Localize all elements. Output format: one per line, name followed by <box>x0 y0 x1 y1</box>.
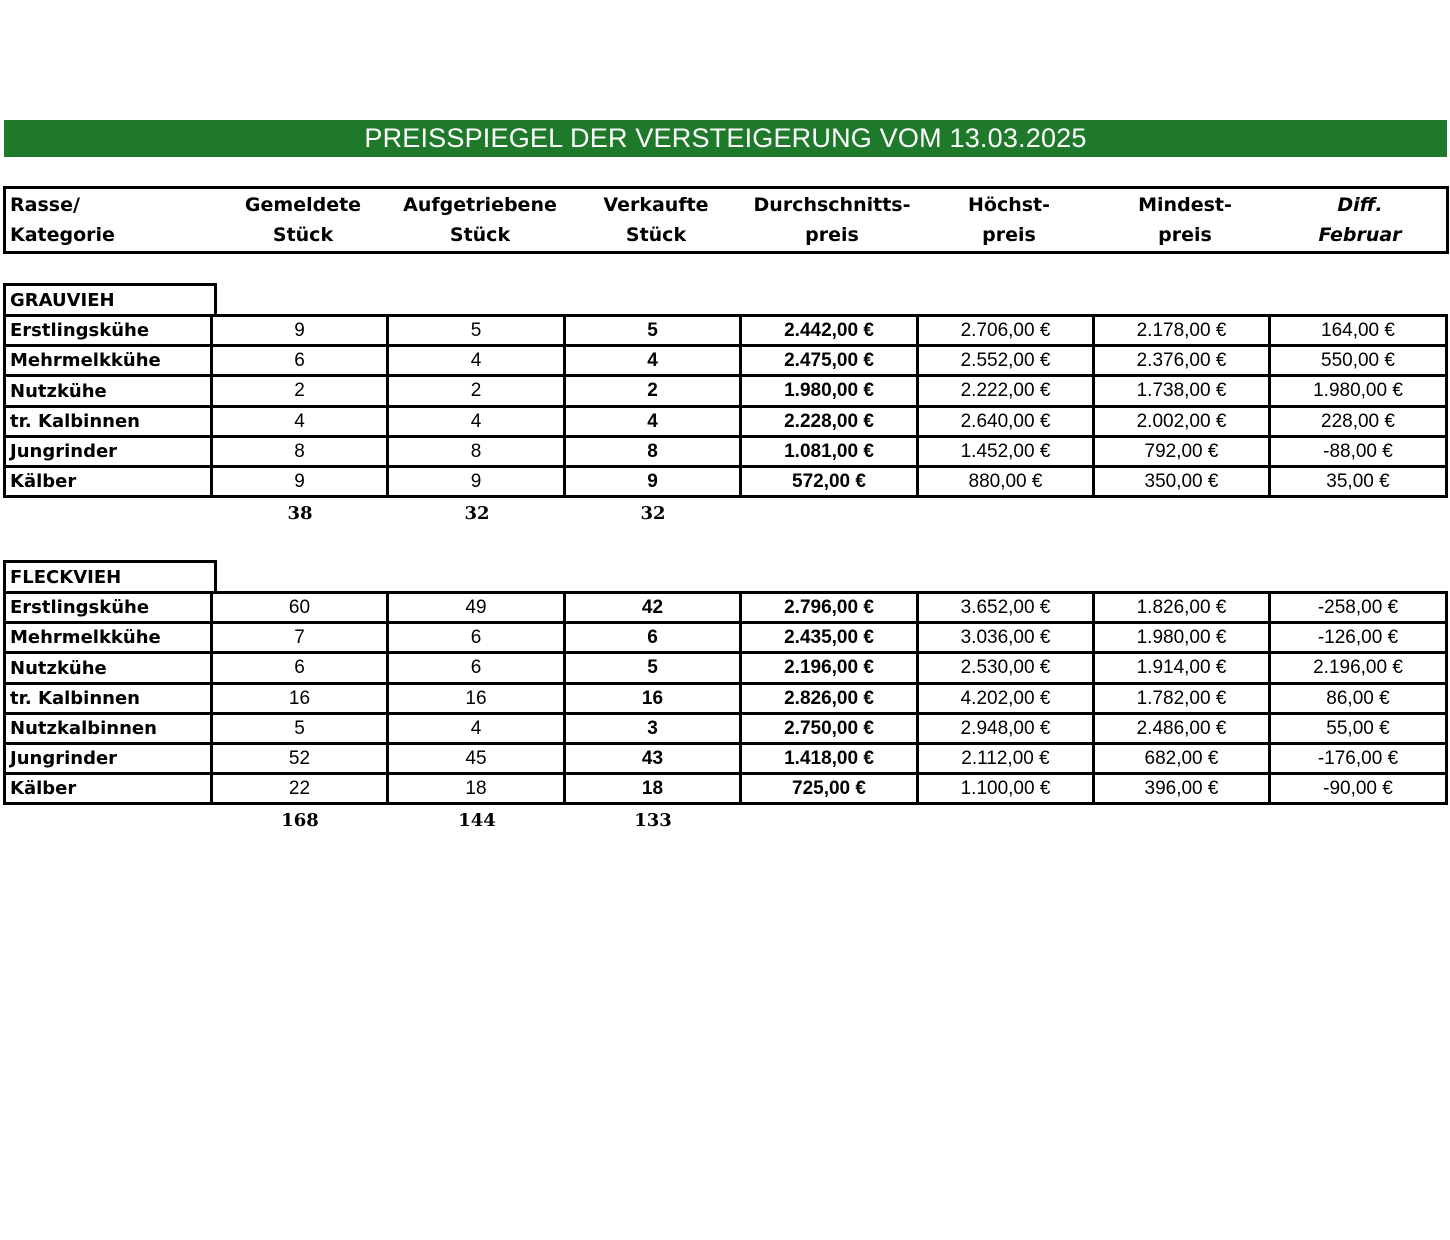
table-cell: 43 <box>563 742 742 775</box>
table-cell: 1.826,00 € <box>1092 591 1271 624</box>
row-category: Mehrmelkkühe <box>3 621 213 654</box>
table-cell: 4 <box>386 712 566 745</box>
table-cell: 2.552,00 € <box>916 344 1095 377</box>
table-cell: 8 <box>563 435 742 468</box>
column-header-1 <box>203 189 403 251</box>
row-category: tr. Kalbinnen <box>3 405 213 438</box>
table-cell: 7 <box>210 621 389 654</box>
row-category: Kälber <box>3 465 213 498</box>
column-header-line2: Stück <box>449 224 511 246</box>
table-cell: 9 <box>210 465 389 498</box>
table-cell: 550,00 € <box>1268 344 1448 377</box>
row-category: tr. Kalbinnen <box>3 682 213 715</box>
table-cell: 18 <box>563 772 742 805</box>
table-cell: 2.228,00 € <box>739 405 919 438</box>
column-header-line2: preis <box>982 224 1036 246</box>
table-cell: 2.376,00 € <box>1092 344 1271 377</box>
table-cell: 5 <box>563 314 742 347</box>
table-cell: 1.081,00 € <box>739 435 919 468</box>
table-cell: 2.442,00 € <box>739 314 919 347</box>
column-header-0 <box>6 189 210 251</box>
row-category: Jungrinder <box>3 435 213 468</box>
page-title: PREISSPIEGEL DER VERSTEIGERUNG VOM 13.03.2025 <box>4 120 1447 157</box>
section-total: 32 <box>464 503 490 524</box>
table-cell: 2 <box>386 374 566 408</box>
table-cell: 60 <box>210 591 389 624</box>
table-cell: 9 <box>386 465 566 498</box>
section-label-grauvieh: GRAUVIEH <box>3 283 217 317</box>
column-header-line1: Aufgetriebene <box>403 194 557 216</box>
table-cell: 1.914,00 € <box>1092 651 1271 685</box>
table-cell: 1.782,00 € <box>1092 682 1271 715</box>
table-cell: 396,00 € <box>1092 772 1271 805</box>
table-cell: 35,00 € <box>1268 465 1448 498</box>
table-cell: 3.036,00 € <box>916 621 1095 654</box>
section-total: 38 <box>287 503 313 524</box>
column-header-4 <box>732 189 932 251</box>
row-category: Nutzkalbinnen <box>3 712 213 745</box>
table-cell: 228,00 € <box>1268 405 1448 438</box>
table-cell: 2.796,00 € <box>739 591 919 624</box>
row-category: Jungrinder <box>3 742 213 775</box>
column-header-line2: Stück <box>272 224 334 246</box>
section-total: 168 <box>281 810 319 831</box>
table-cell: 2 <box>563 374 742 408</box>
table-cell: 2.196,00 € <box>739 651 919 685</box>
table-cell: 2.475,00 € <box>739 344 919 377</box>
table-cell: -258,00 € <box>1268 591 1448 624</box>
table-cell: 55,00 € <box>1268 712 1448 745</box>
table-cell: -90,00 € <box>1268 772 1448 805</box>
column-header-line1: Höchst- <box>967 194 1051 216</box>
table-cell: 1.980,00 € <box>1268 374 1448 408</box>
table-cell: 49 <box>386 591 566 624</box>
table-cell: 4.202,00 € <box>916 682 1095 715</box>
section-total: 144 <box>458 810 496 831</box>
column-header-line2: preis <box>1158 224 1212 246</box>
table-cell: 8 <box>386 435 566 468</box>
column-header-6 <box>1085 189 1285 251</box>
table-cell: 16 <box>386 682 566 715</box>
column-header-line1: Diff. <box>1337 194 1383 216</box>
column-header-line1: Gemeldete <box>244 194 362 216</box>
table-cell: 22 <box>210 772 389 805</box>
table-cell: 5 <box>563 651 742 685</box>
table-cell: 86,00 € <box>1268 682 1448 715</box>
table-cell: 2.826,00 € <box>739 682 919 715</box>
row-category: Nutzkühe <box>3 374 213 408</box>
table-cell: 6 <box>210 344 389 377</box>
table-cell: 4 <box>386 344 566 377</box>
table-cell: 725,00 € <box>739 772 919 805</box>
row-category: Erstlingskühe <box>3 591 213 624</box>
column-header-line1: Durchschnitts- <box>753 194 911 216</box>
table-cell: 2.750,00 € <box>739 712 919 745</box>
table-header <box>3 186 1449 254</box>
column-header-2 <box>380 189 580 251</box>
table-cell: 3.652,00 € <box>916 591 1095 624</box>
column-header-line1: Mindest- <box>1138 194 1232 216</box>
table-cell: 2.706,00 € <box>916 314 1095 347</box>
table-cell: 18 <box>386 772 566 805</box>
table-cell: 5 <box>210 712 389 745</box>
table-cell: 2.435,00 € <box>739 621 919 654</box>
section-total: 133 <box>634 810 672 831</box>
table-cell: 52 <box>210 742 389 775</box>
table-cell: 2.222,00 € <box>916 374 1095 408</box>
table-cell: 1.980,00 € <box>1092 621 1271 654</box>
table-cell: 6 <box>210 651 389 685</box>
table-cell: 880,00 € <box>916 465 1095 498</box>
column-header-line1: Rasse/ <box>10 194 80 216</box>
table-cell: 1.452,00 € <box>916 435 1095 468</box>
column-header-line2: Stück <box>625 224 687 246</box>
table-cell: 164,00 € <box>1268 314 1448 347</box>
table-cell: 792,00 € <box>1092 435 1271 468</box>
table-cell: 6 <box>563 621 742 654</box>
column-header-line2: Kategorie <box>10 224 115 246</box>
table-cell: 16 <box>210 682 389 715</box>
table-cell: 42 <box>563 591 742 624</box>
table-cell: 9 <box>563 465 742 498</box>
table-cell: 2.948,00 € <box>916 712 1095 745</box>
table-cell: 2.640,00 € <box>916 405 1095 438</box>
table-cell: 2.002,00 € <box>1092 405 1271 438</box>
section-total: 32 <box>640 503 666 524</box>
table-cell: 1.100,00 € <box>916 772 1095 805</box>
section-label-fleckvieh: FLECKVIEH <box>3 560 217 594</box>
table-cell: 8 <box>210 435 389 468</box>
table-cell: 682,00 € <box>1092 742 1271 775</box>
table-cell: 45 <box>386 742 566 775</box>
column-header-3 <box>556 189 756 251</box>
table-cell: -88,00 € <box>1268 435 1448 468</box>
table-cell: 4 <box>210 405 389 438</box>
table-cell: 6 <box>386 651 566 685</box>
table-cell: 1.738,00 € <box>1092 374 1271 408</box>
column-header-line2: preis <box>805 224 859 246</box>
column-header-line2: Februar <box>1318 224 1402 246</box>
table-cell: 4 <box>386 405 566 438</box>
table-cell: 2.178,00 € <box>1092 314 1271 347</box>
column-header-5 <box>909 189 1109 251</box>
table-cell: 9 <box>210 314 389 347</box>
table-cell: 1.980,00 € <box>739 374 919 408</box>
table-cell: 2.196,00 € <box>1268 651 1448 685</box>
table-cell: 572,00 € <box>739 465 919 498</box>
table-cell: 5 <box>386 314 566 347</box>
table-cell: 4 <box>563 344 742 377</box>
table-cell: 6 <box>386 621 566 654</box>
table-cell: -176,00 € <box>1268 742 1448 775</box>
column-header-7 <box>1260 189 1450 251</box>
row-category: Erstlingskühe <box>3 314 213 347</box>
row-category: Kälber <box>3 772 213 805</box>
table-cell: 2 <box>210 374 389 408</box>
table-cell: -126,00 € <box>1268 621 1448 654</box>
row-category: Nutzkühe <box>3 651 213 685</box>
table-cell: 350,00 € <box>1092 465 1271 498</box>
table-cell: 2.530,00 € <box>916 651 1095 685</box>
table-cell: 16 <box>563 682 742 715</box>
table-cell: 4 <box>563 405 742 438</box>
column-header-line1: Verkaufte <box>603 194 709 216</box>
table-cell: 2.486,00 € <box>1092 712 1271 745</box>
table-cell: 2.112,00 € <box>916 742 1095 775</box>
row-category: Mehrmelkkühe <box>3 344 213 377</box>
table-cell: 1.418,00 € <box>739 742 919 775</box>
table-cell: 3 <box>563 712 742 745</box>
